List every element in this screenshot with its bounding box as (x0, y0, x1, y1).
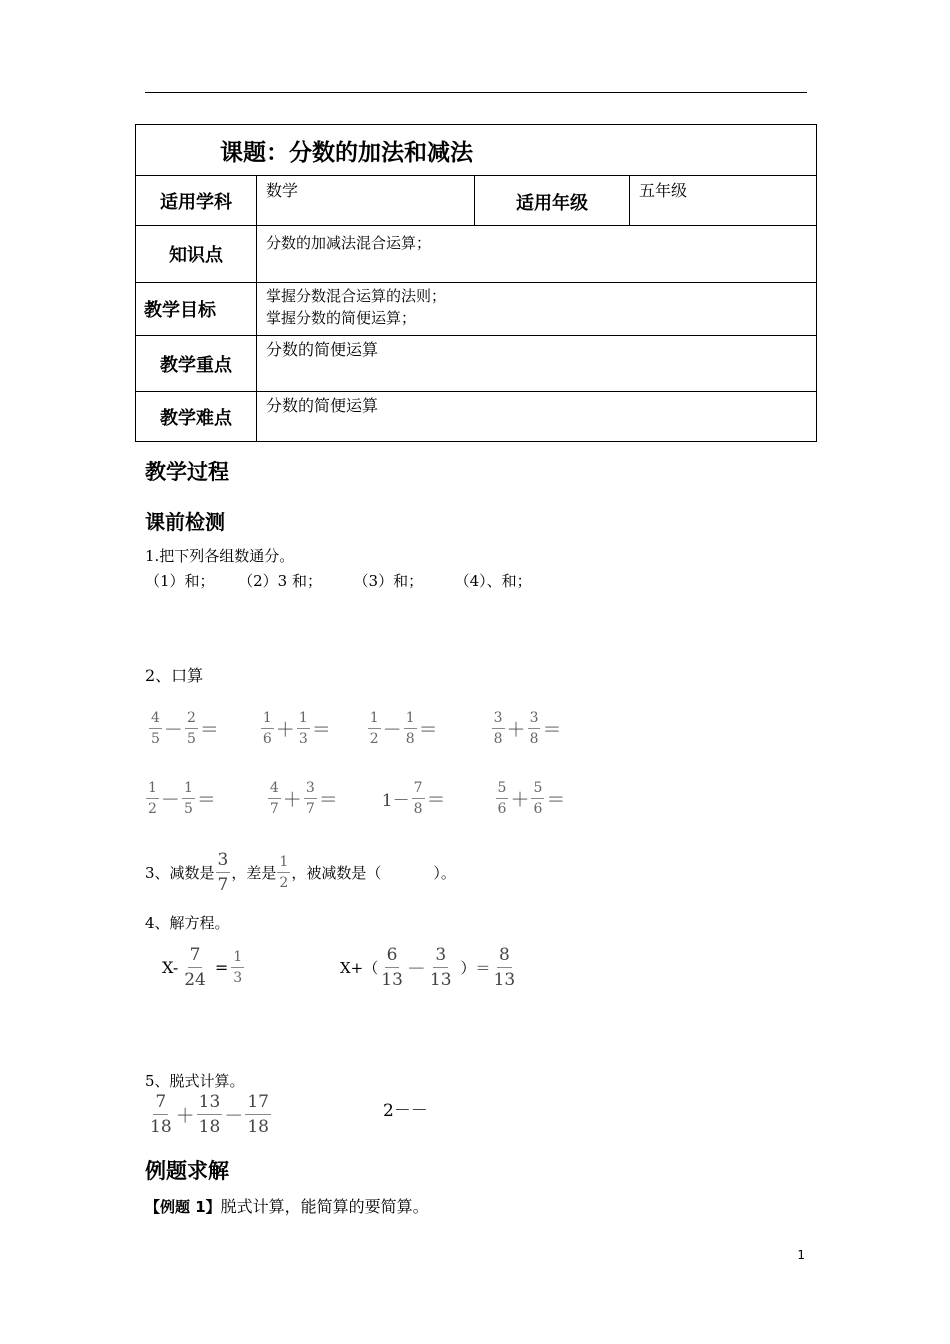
knowledge-value: 分数的加减法混合运算； (257, 226, 817, 283)
fraction: $\frac{1}{3}$ (298, 710, 308, 747)
eq1-fraction: $\frac{7}{24}$ (184, 945, 206, 990)
page-number: 1 (797, 1248, 805, 1262)
mental-math-item (260, 710, 332, 747)
fraction: $\frac{3}{8}$ (493, 710, 503, 747)
example-1-tag: 【例题 1】 (145, 1198, 221, 1216)
goal-line-1: 掌握分数混合运算的法则； (266, 287, 447, 305)
operator: ＋ (506, 719, 526, 741)
mental-math-item (148, 710, 220, 747)
fraction: $\frac{1}{5}$ (183, 780, 193, 817)
mental-math-item (381, 780, 447, 817)
mental-math-item (145, 780, 217, 817)
grade-value: 五年级 (630, 176, 817, 226)
q3-subtrahend-fraction: $\frac{3}{7}$ (217, 850, 229, 895)
expr-fraction-1: $\frac{7}{18}$ (150, 1092, 172, 1137)
q3-text-3: ，被减数是（ (291, 864, 382, 882)
knowledge-label: 知识点 (136, 226, 257, 283)
expr-fraction-2: $\frac{13}{18}$ (198, 1092, 221, 1137)
operator: － (163, 719, 183, 741)
eq2-fraction-1: $\frac{6}{13}$ (381, 945, 403, 990)
q1-item-3: （3）和； (353, 572, 424, 590)
mental-math-row-1 (148, 710, 563, 747)
q3-difference-fraction: $\frac{1}{2}$ (279, 854, 289, 891)
equals-sign: ＝ (418, 719, 438, 741)
focus-value: 分数的简便运算 (257, 336, 817, 392)
equals-sign: ＝ (199, 719, 219, 741)
q1-item-2: （2）3 和； (238, 572, 322, 590)
precheck-heading: 课前检测 (145, 510, 225, 534)
difficulty-value: 分数的简便运算 (257, 392, 817, 442)
eq2-rhs-fraction: $\frac{8}{13}$ (493, 945, 516, 990)
q3-text-2: ，差是 (231, 864, 277, 882)
fraction: $\frac{4}{5}$ (151, 710, 160, 747)
equals-sign: ＝ (546, 789, 566, 811)
grade-label: 适用年级 (475, 176, 630, 226)
fraction: $\frac{4}{7}$ (269, 780, 279, 817)
example-1-text: 脱式计算，能简算的要简算。 (220, 1197, 429, 1216)
subject-value: 数学 (257, 176, 475, 226)
process-heading: 教学过程 (145, 459, 229, 484)
fraction: $\frac{5}{6}$ (533, 780, 543, 817)
mental-math-row-2 (145, 780, 566, 817)
goal-line-2: 掌握分数的简便运算； (266, 309, 417, 327)
equals-sign: ＝ (196, 789, 216, 811)
question-1-text: 1.把下列各组数通分。 (145, 547, 295, 565)
difficulty-label: 教学难点 (136, 392, 257, 442)
fraction: $\frac{1}{8}$ (405, 710, 415, 747)
example-heading: 例题求解 (145, 1158, 229, 1183)
operator: ＋ (282, 789, 302, 811)
goal-value (257, 283, 817, 336)
subject-label: 适用学科 (136, 176, 257, 226)
lesson-info-table (135, 124, 817, 442)
expression-1: $\frac{7}{18}$ ＋ $\frac{13}{18}$ － $\frac{17}{18}$ (150, 1092, 269, 1137)
q3-text-4: ）。 (433, 864, 456, 882)
lead-term: 1－ (381, 791, 410, 811)
equals-sign: ＝ (426, 789, 446, 811)
mental-math-item (267, 780, 339, 817)
focus-label: 教学重点 (136, 336, 257, 392)
fraction: $\frac{1}{2}$ (148, 780, 157, 817)
q1-item-1: （1）和； (145, 572, 215, 590)
operator: － (160, 789, 180, 811)
operator: ＋ (510, 789, 530, 811)
example-1 (145, 1194, 429, 1217)
fraction: $\frac{5}{6}$ (497, 780, 507, 817)
expression-2: 2－－ (383, 1101, 428, 1121)
question-1-items (145, 570, 532, 591)
fraction: $\frac{1}{6}$ (262, 710, 272, 747)
lesson-title: 课题：分数的加法和减法 (136, 125, 817, 176)
eq1-rhs-fraction: $\frac{1}{3}$ (233, 949, 243, 986)
mental-math-item (495, 780, 567, 817)
question-2-text: 2、口算 (145, 666, 204, 685)
fraction: $\frac{3}{7}$ (305, 780, 315, 817)
mental-math-item (367, 710, 439, 747)
question-5-text: 5、脱式计算。 (145, 1072, 245, 1090)
goal-label: 教学目标 (136, 283, 257, 336)
equals-sign: ＝ (318, 789, 338, 811)
mental-math-item (491, 710, 563, 747)
operator: ＋ (275, 719, 295, 741)
equation-1: X- $\frac{7}{24}$ = $\frac{1}{3}$ (162, 945, 243, 990)
q3-text-1: 3、减数是 (145, 864, 215, 882)
fraction: $\frac{2}{5}$ (186, 710, 196, 747)
fraction: $\frac{7}{8}$ (413, 780, 423, 817)
operator: － (382, 719, 402, 741)
eq2-fraction-2: $\frac{3}{13}$ (429, 945, 452, 990)
equation-2: X+（ $\frac{6}{13}$ － $\frac{3}{13}$ ）＝ $\frac{8}{13}$ (340, 945, 516, 990)
equals-sign: ＝ (542, 719, 562, 741)
fraction: $\frac{1}{2}$ (369, 710, 379, 747)
expr-fraction-3: $\frac{17}{18}$ (247, 1092, 269, 1137)
question-3 (145, 850, 456, 895)
fraction: $\frac{3}{8}$ (529, 710, 539, 747)
question-4-text: 4、解方程。 (145, 914, 230, 932)
header-rule (145, 92, 807, 93)
q1-item-4: （4）、和； (454, 572, 532, 590)
equals-sign: ＝ (311, 719, 331, 741)
